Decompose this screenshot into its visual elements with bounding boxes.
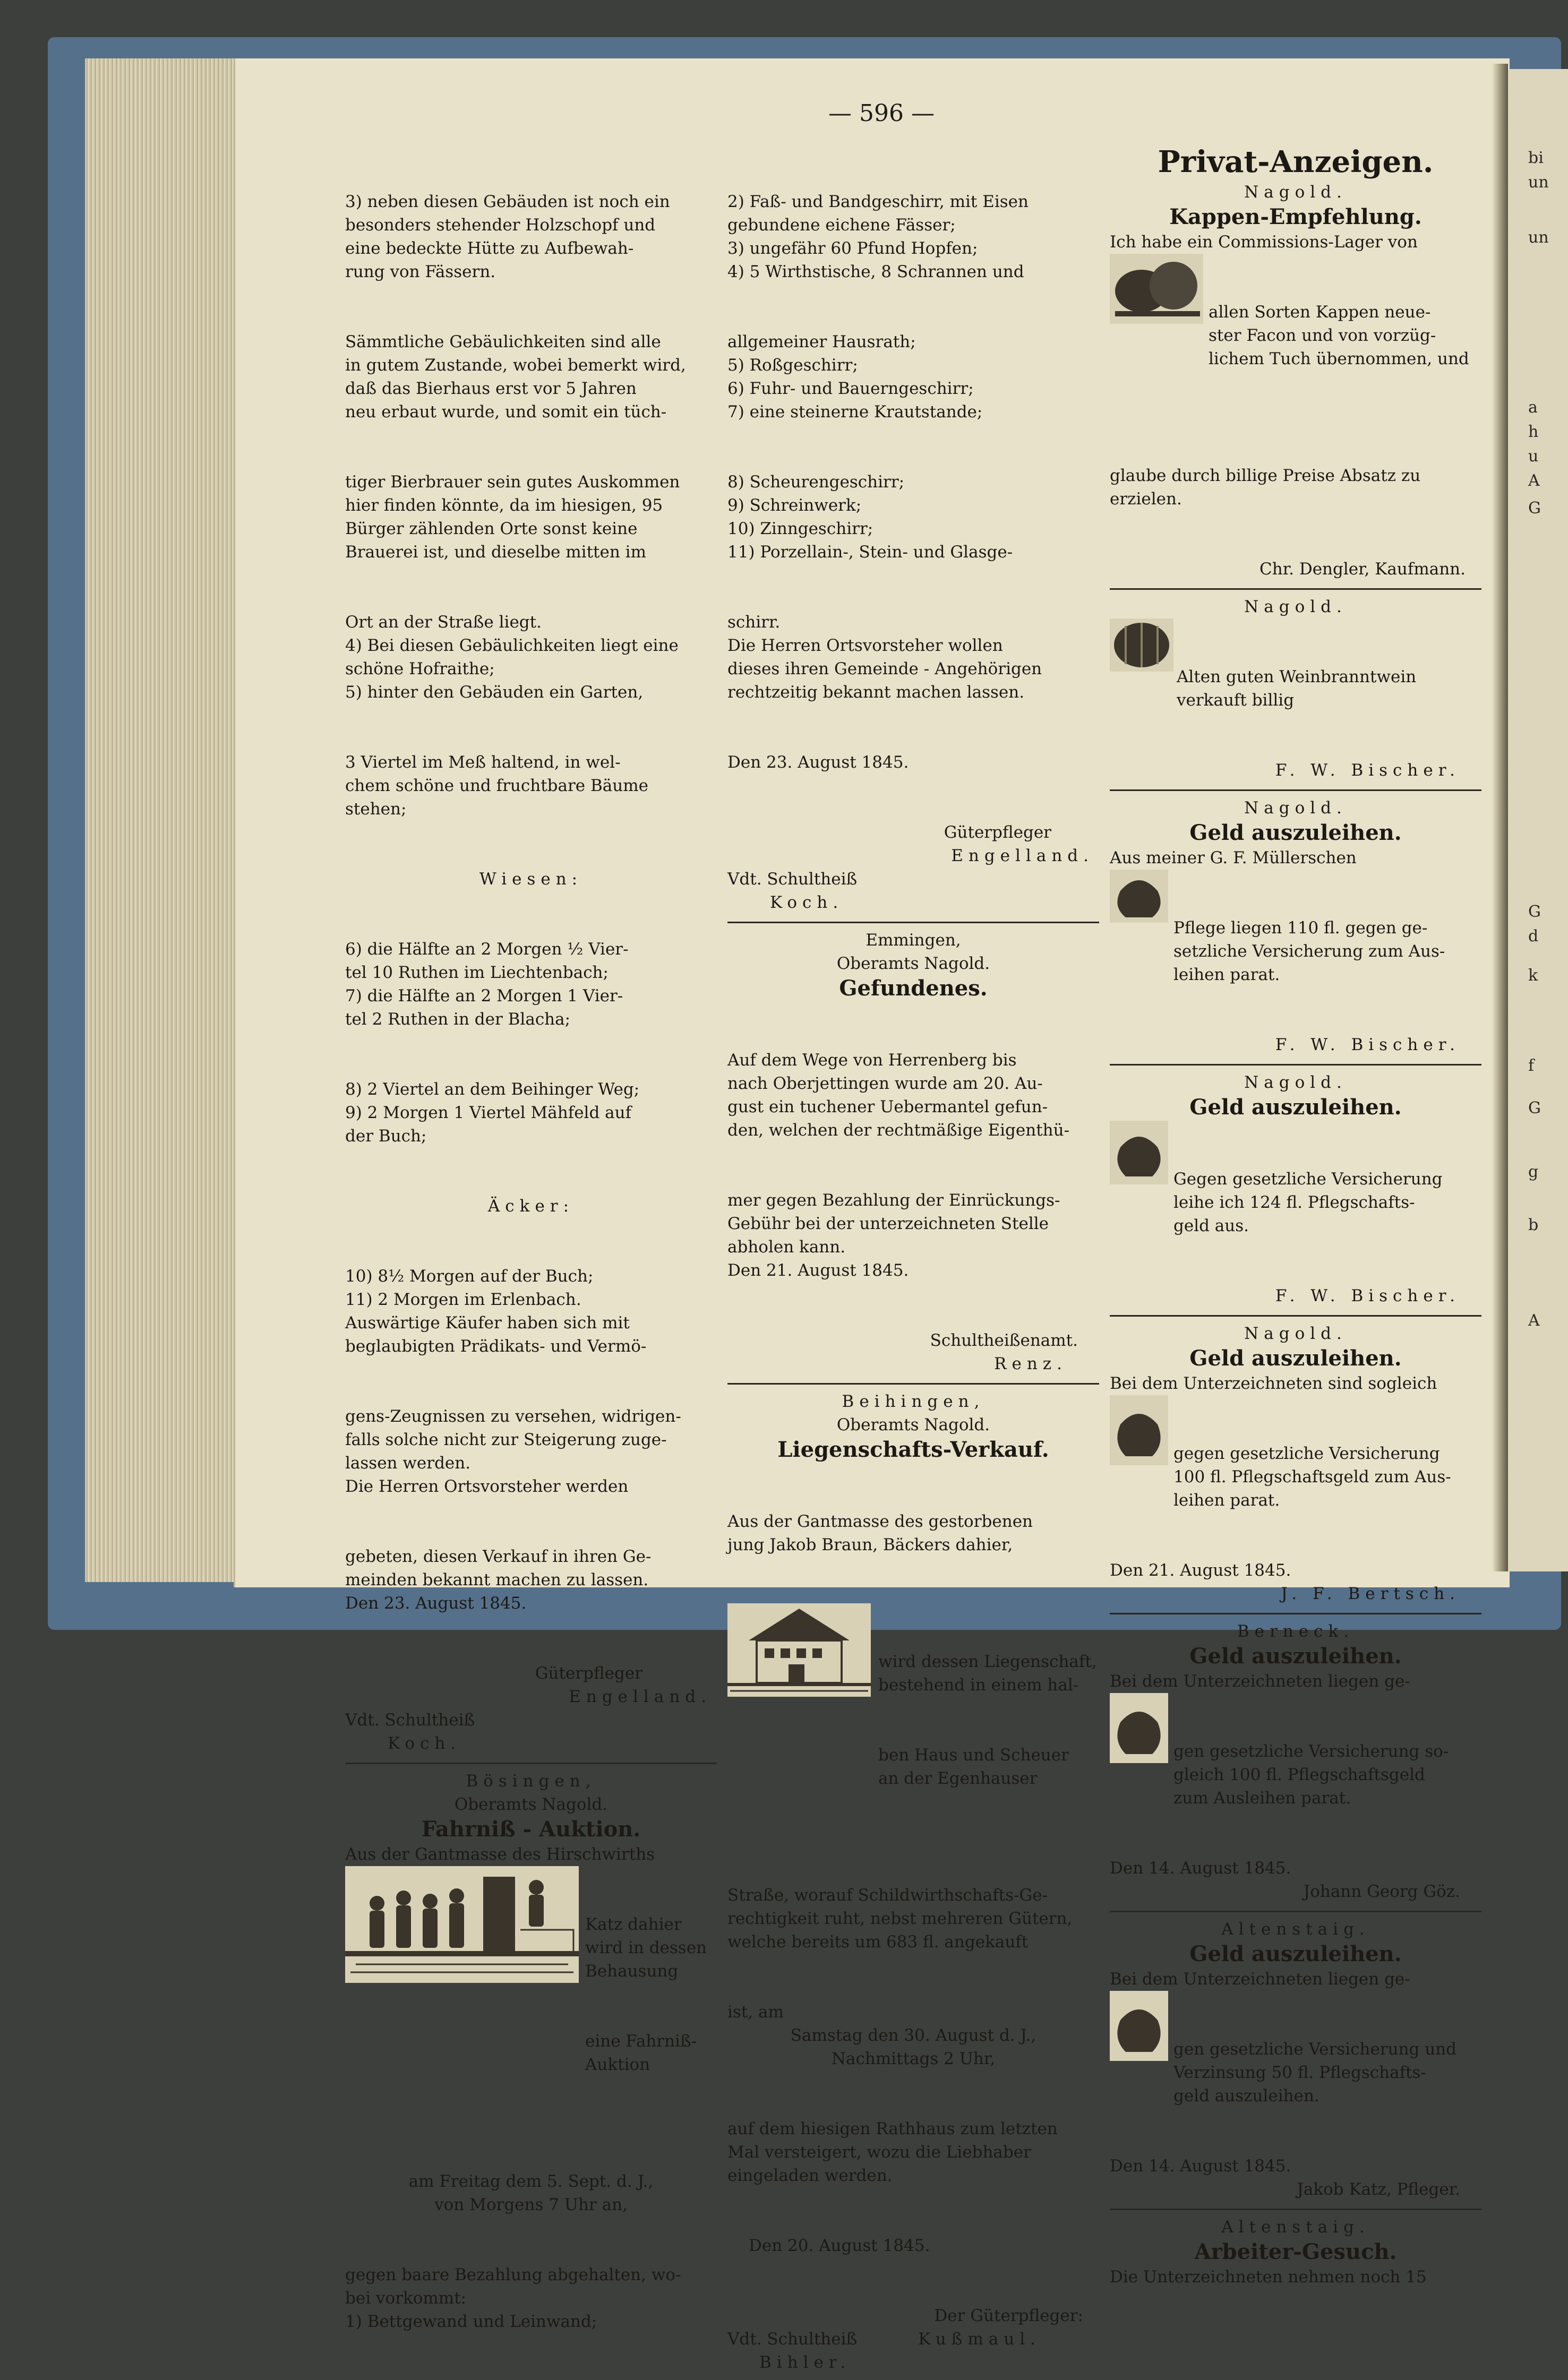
signature-name: Johann Georg Göz.: [1303, 1882, 1460, 1901]
ad-text: Katz dahier wird in dessen Behausung eine Fahrniß- Auktion: [585, 1915, 707, 2074]
ad-place: Berneck.: [1237, 1622, 1355, 1641]
divider: [1110, 1613, 1481, 1614]
fragment: d: [1528, 927, 1539, 946]
ad-title: Geld auszuleihen.: [1189, 1644, 1402, 1669]
ad-with-illustration: [1110, 1693, 1481, 1857]
divider: [1110, 2209, 1481, 2210]
vidit-line: Vdt. Schultheiß: [727, 2330, 858, 2349]
fragment: un: [1528, 173, 1549, 192]
money-bag-icon: [1110, 1991, 1168, 2061]
signature-line: [727, 2327, 1099, 2351]
ad-date: Den 21. August 1845.: [1110, 1561, 1291, 1580]
signature-name: J. F. Bertsch.: [1281, 1584, 1460, 1603]
page-number: — 596 —: [828, 100, 935, 127]
ad-place: Nagold.: [1244, 1324, 1347, 1343]
vidit-line: Vdt. Schultheiß: [727, 870, 858, 889]
body-text: 6) die Hälfte an 2 Morgen ½ Vier- tel 10 Ruthen im Liechtenbach; 7) die Hälfte an 2 Morgen 1 Vier- tel 2 Ruthen in der Blacha; 8) 2 Viertel an dem Beihinger Weg; 9) 2 Morgen 1 Viertel Mähfeld auf der Buch;: [345, 940, 640, 1146]
fragment: g: [1528, 1163, 1539, 1181]
ad-text: gen gesetzliche Versicherung so- gleich 100 fl. Pflegschaftsgeld zum Ausleihen parat.: [1173, 1742, 1449, 1808]
vidit-name: Koch.: [388, 1734, 461, 1753]
ad-text: Die Unterzeichneten nehmen noch 15: [1110, 2267, 1427, 2287]
divider: [345, 1763, 717, 1764]
fragment: A: [1528, 1311, 1540, 1330]
signature-name: Engelland.: [569, 1687, 712, 1706]
farmhouse-icon: [727, 1603, 871, 1697]
ad-text: Alten guten Weinbranntwein verkauft billig: [1177, 667, 1417, 710]
ad-text: Aus der Gantmasse des Hirschwirths: [345, 1845, 655, 1864]
ad-text: gen gesetzliche Versicherung und Verzinsung 50 fl. Pflegschafts- geld auszuleihen.: [1173, 2040, 1457, 2106]
ad-text: wird dessen Liegenschaft, bestehend in einem hal- ben Haus und Scheuer an der Egenhauser: [878, 1652, 1097, 1788]
ad-text: Ich habe ein Commissions-Lager von: [1110, 233, 1418, 252]
vidit-line: Vdt. Schultheiß: [345, 1711, 475, 1730]
ad-text: glaube durch billige Preise Absatz zu erzielen.: [1110, 466, 1421, 509]
ad-place: Nagold.: [1244, 798, 1347, 818]
ad-title: Kappen-Empfehlung.: [1169, 204, 1422, 229]
ad-with-illustration: [1110, 1121, 1481, 1284]
fragment: un: [1528, 228, 1549, 247]
ad-date: Den 14. August 1845.: [1110, 1859, 1291, 1878]
ad-text: Gegen gesetzliche Versicherung leihe ich 124 fl. Pflegschafts- geld aus.: [1173, 1170, 1443, 1235]
fragment: A: [1528, 471, 1540, 490]
divider: [1110, 588, 1481, 590]
ad-district: Oberamts Nagold.: [836, 954, 990, 973]
divider: [1110, 789, 1481, 791]
ad-place: Beihingen,: [842, 1392, 985, 1411]
fragment: h: [1528, 423, 1539, 441]
ad-title: Arbeiter-Gesuch.: [1194, 2239, 1397, 2264]
ad-text: Bei dem Unterzeichneten liegen ge-: [1110, 1970, 1410, 1989]
column-1: [345, 143, 717, 2380]
signature-name: Jakob Katz, Pfleger.: [1297, 2180, 1460, 2199]
signature-name: F. W. Bischer.: [1275, 1286, 1460, 1305]
ad-district: Oberamts Nagold.: [454, 1795, 608, 1814]
ad-place: Emmingen,: [866, 931, 961, 950]
ad-text: am Freitag dem 5. Sept. d. J., von Morgens 7 Uhr an, gegen baare Bezahlung abgehalten, wo- bei vorkommt: 1) Bettgewand und Leinwand;: [345, 2172, 681, 2331]
fragment: G: [1528, 1099, 1541, 1118]
auction-crowd-icon: [345, 1866, 579, 1983]
divider: [1110, 1911, 1481, 1912]
body-text: 3) neben diesen Gebäuden ist noch ein besonders stehender Holzschopf und eine bedeckte Hütte zu Aufbewah- rung von Fässern. Sämmtliche Gebäulichkeiten sind alle in gutem Zustande, wobei bemerkt wird, daß das Bierhaus erst vor 5 Jahren neu erbaut wurde, und somit ein tüch- tiger Bierbrauer sein gutes Auskommen hier finden könnte, da im hiesigen, 95 Bürger zählenden Orte sonst keine Brauerei ist, und dieselbe mitten im Ort an der Straße liegt. 4) Bei diesen Gebäulichkeiten liegt eine schöne Hofraithe; 5) hinter den Gebäuden ein Garten, 3 Viertel im Meß haltend, in wel- chem schöne und fruchtbare Bäume stehen;: [345, 192, 686, 819]
money-bag-icon: [1110, 1121, 1168, 1184]
ad-place: Altenstaig.: [1221, 2218, 1370, 2237]
signature-name: Kußmaul.: [918, 2330, 1041, 2349]
ad-title: Geld auszuleihen.: [1189, 1941, 1402, 1966]
ad-place: Nagold.: [1244, 597, 1347, 616]
column-3: [1110, 143, 1481, 2289]
ad-text: Aus der Gantmasse des gestorbenen jung Jakob Braun, Bäckers dahier,: [727, 1512, 1033, 1554]
ad-title: Geld auszuleihen.: [1189, 1346, 1402, 1371]
ad-text: Auf dem Wege von Herrenberg bis nach Oberjettingen wurde am 20. Au- gust ein tuchener Uebermantel gefun- den, welchen der rechtmäßige Eigenthü- mer gegen Bezahlung der Einrückungs- Gebühr bei der unterzeichneten Stelle abholen kann. Den 21. August 1845.: [727, 1051, 1070, 1280]
signature-role: Güterpfleger: [535, 1664, 642, 1683]
fragment: bi: [1528, 149, 1544, 167]
section-title: Privat-Anzeigen.: [1158, 144, 1434, 179]
divider: [727, 1383, 1099, 1385]
signature-role: Schultheißenamt.: [930, 1331, 1078, 1350]
ad-place: Nagold.: [1244, 183, 1347, 202]
signature-name: F. W. Bischer.: [1275, 761, 1460, 780]
signature-role: Der Güterpfleger:: [934, 2306, 1083, 2325]
page-edges: [85, 58, 255, 1582]
vidit-name: Bihler.: [759, 2353, 851, 2372]
ad-with-illustration: [1110, 870, 1481, 1033]
fragment: k: [1528, 966, 1538, 985]
ad-title: Geld auszuleihen.: [1189, 1095, 1402, 1120]
signature-role: Güterpfleger: [944, 823, 1051, 842]
fragment: a: [1528, 398, 1538, 417]
ad-with-illustration: [345, 1866, 717, 2123]
body-text: 10) 8½ Morgen auf der Buch; 11) 2 Morgen im Erlenbach. Auswärtige Käufer haben sich mit beglaubigten Prädikats- und Vermö- gens-Zeugnissen zu versehen, widrigen- falls solche nicht zur Steigerung zuge- lassen werden. Die Herren Ortsvorsteher werden gebeten, diesen Verkauf in ihren Ge- meinden bekannt machen zu lassen. Den 23. August 1845.: [345, 1267, 681, 1613]
fragment: u: [1528, 447, 1539, 466]
ad-with-illustration: [1110, 1991, 1481, 2154]
section-heading: Wiesen:: [479, 870, 583, 889]
ad-title: Gefundenes.: [839, 976, 988, 1001]
ad-district: Oberamts Nagold.: [836, 1415, 990, 1434]
money-bag-icon: [1110, 870, 1168, 923]
fragment: G: [1528, 499, 1541, 518]
money-bag-icon: [1110, 1395, 1168, 1465]
signature-name: Chr. Dengler, Kaufmann.: [1259, 560, 1466, 579]
ad-with-illustration: [727, 1603, 1099, 1837]
ad-text: Pflege liegen 110 fl. gegen ge- setzliche Versicherung zum Aus- leihen parat.: [1173, 918, 1445, 984]
ad-title: Liegenschafts-Verkauf.: [777, 1437, 1049, 1462]
signature-name: F. W. Bischer.: [1275, 1035, 1460, 1054]
fragment: f: [1528, 1056, 1535, 1075]
gutter-shadow: [1492, 64, 1508, 1571]
ad-place: Bösingen,: [466, 1772, 596, 1791]
divider: [1110, 1064, 1481, 1066]
ad-with-illustration: [1110, 1395, 1481, 1559]
fragment: G: [1528, 903, 1541, 921]
ad-text: Bei dem Unterzeichneten sind sogleich: [1110, 1374, 1437, 1393]
ad-title: Fahrniß - Auktion.: [421, 1817, 641, 1842]
section-heading: Äcker:: [487, 1197, 575, 1216]
ad-place: Altenstaig.: [1221, 1920, 1370, 1939]
caps-icon: [1110, 254, 1203, 324]
money-bag-icon: [1110, 1693, 1168, 1763]
ad-text: Straße, worauf Schildwirthschafts-Ge- rechtigkeit ruht, nebst mehreren Gütern, welche bereits um 683 fl. angekauft ist, am Samstag den 30. August d. J., Nachmittags 2 Uhr, auf dem hiesigen Rathhaus zum letzten Mal versteigert, wozu die Liebhaber eingeladen werden. Den 20. August 1845.: [727, 1886, 1073, 2255]
vidit-name: Koch.: [770, 893, 844, 912]
ad-with-illustration: [1110, 618, 1481, 759]
ad-text: Aus meiner G. F. Müllerschen: [1110, 848, 1357, 867]
wine-barrel-icon: [1110, 618, 1173, 672]
signature-name: Engelland.: [951, 846, 1094, 865]
ad-with-illustration: [1110, 254, 1481, 417]
ad-text: allen Sorten Kappen neue- ster Facon und von vorzüg- lichem Tuch übernommen, und: [1209, 303, 1469, 368]
ad-text: Bei dem Unterzeichneten liegen ge-: [1110, 1672, 1410, 1691]
next-page-edge: [1508, 69, 1568, 1571]
ad-date: Den 14. August 1845.: [1110, 2156, 1291, 2176]
ad-title: Geld auszuleihen.: [1189, 820, 1402, 845]
body-text: 2) Faß- und Bandgeschirr, mit Eisen gebundene eichene Fässer; 3) ungefähr 60 Pfund Hopfen; 4) 5 Wirthstische, 8 Schrannen und allgemeiner Hausrath; 5) Roßgeschirr; 6) Fuhr- und Bauerngeschirr; 7) eine steinerne Krautstande; 8) Scheurengeschirr; 9) Schreinwerk; 10) Zinngeschirr; 11) Porzellain-, Stein- und Glasge- schirr. Die Herren Ortsvorsteher wollen dieses ihren Gemeinde - Angehörigen rechtzeitig bekannt machen lassen. Den 23. August 1845.: [727, 192, 1042, 772]
column-2: [727, 143, 1099, 2374]
ad-place: Nagold.: [1244, 1073, 1347, 1092]
divider: [727, 922, 1099, 923]
ad-text: gegen gesetzliche Versicherung 100 fl. Pflegschaftsgeld zum Aus- leihen parat.: [1173, 1444, 1451, 1510]
fragment: b: [1528, 1216, 1539, 1234]
divider: [1110, 1315, 1481, 1317]
signature-name: Renz.: [994, 1354, 1067, 1373]
